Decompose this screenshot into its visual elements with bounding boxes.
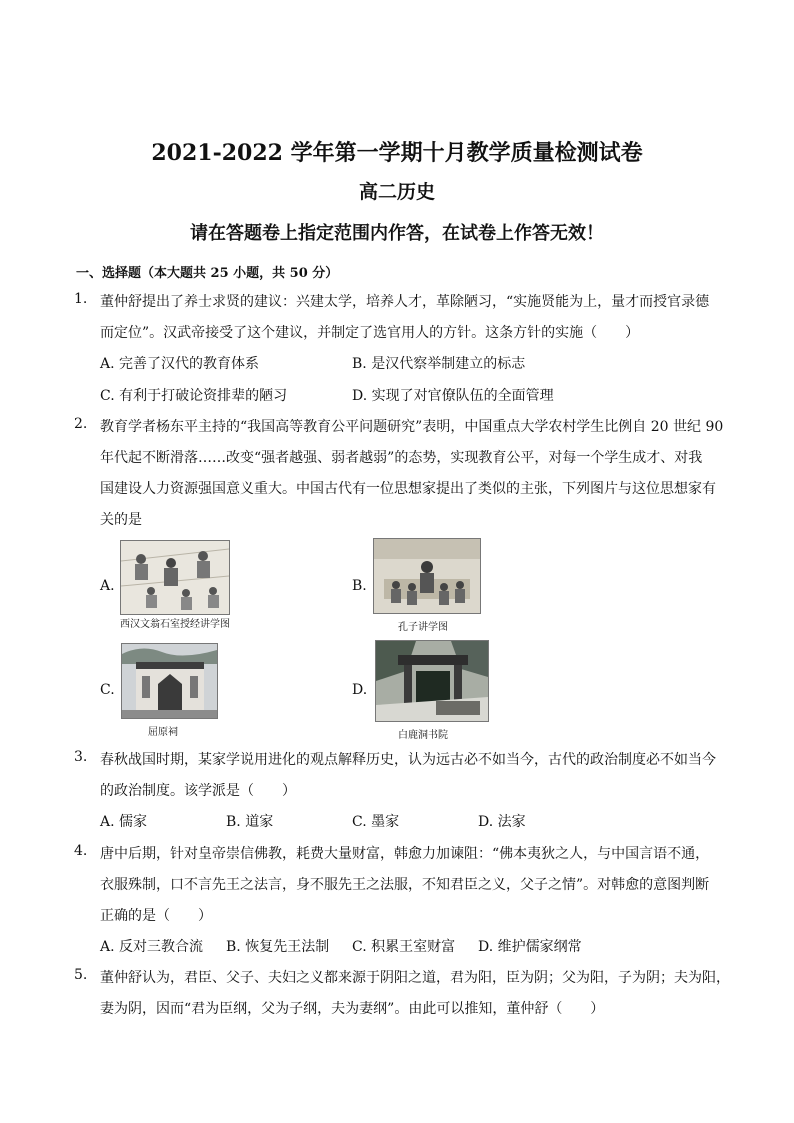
question-1-number: 1. — [74, 291, 88, 307]
question-4-line-3: 正确的是（ ） — [100, 908, 212, 924]
question-3-option-b[interactable]: B. 道家 — [226, 814, 274, 830]
question-1-option-c[interactable]: C. 有利于打破论资排辈的陋习 — [100, 388, 288, 404]
question-2-line-1: 教育学者杨东平主持的“我国高等教育公平问题研究”表明，中国重点大学农村学生比例自 20 世纪 90 — [100, 419, 724, 435]
question-5-line-2: 妻为阴，因而“君为臣纲，父为子纲，夫为妻纲”。由此可以推知，董仲舒（ ） — [100, 1001, 605, 1017]
bailudong-academy-image — [375, 640, 489, 722]
question-1-line-1: 董仲舒提出了养士求贤的建议：兴建太学，培养人才，革除陋习，“实施贤能为上，量才而授官录德 — [100, 294, 710, 310]
qu-yuan-temple-image — [121, 643, 218, 719]
confucius-lecture-image — [373, 538, 481, 614]
question-2-line-4: 关的是 — [100, 512, 142, 528]
question-4-option-b[interactable]: B. 恢复先王法制 — [226, 939, 330, 955]
question-3-line-2: 的政治制度。该学派是（ ） — [100, 783, 296, 799]
question-2-option-d[interactable]: D. — [352, 682, 368, 698]
caption-option-b: 孔子讲学图 — [398, 622, 448, 633]
question-4-option-a[interactable]: A. 反对三教合流 — [100, 939, 204, 955]
question-3-number: 3. — [74, 749, 88, 765]
question-2-option-b[interactable]: B. — [352, 578, 367, 594]
exam-title: 2021-2022 学年第一学期十月教学质量检测试卷 — [151, 140, 643, 166]
stone-room-lecture-image — [120, 540, 230, 615]
caption-option-a: 西汉文翁石室授经讲学图 — [120, 619, 230, 630]
question-2-option-c[interactable]: C. — [100, 682, 115, 698]
caption-option-d: 白鹿洞书院 — [398, 730, 448, 741]
question-1-option-d[interactable]: D. 实现了对官僚队伍的全面管理 — [352, 388, 554, 404]
question-5-line-1: 董仲舒认为，君臣、父子、夫妇之义都来源于阴阳之道，君为阳，臣为阴；父为阳，子为阴；夫为阳， — [100, 970, 730, 986]
question-2-number: 2. — [74, 416, 88, 432]
section-heading: 一、选择题（本大题共 25 小题，共 50 分） — [76, 266, 339, 281]
question-4-number: 4. — [74, 843, 88, 859]
caption-option-c: 屈原祠 — [148, 727, 178, 738]
question-3-line-1: 春秋战国时期，某家学说用进化的观点解释历史，认为远古必不如当今，古代的政治制度必不如当今 — [100, 752, 716, 768]
question-1-option-a[interactable]: A. 完善了汉代的教育体系 — [100, 356, 260, 372]
question-1-line-2: 而定位”。汉武帝接受了这个建议，并制定了选官用人的方针。这条方针的实施（ ） — [100, 325, 640, 341]
question-2-line-3: 国建设人力资源强国意义重大。中国古代有一位思想家提出了类似的主张，下列图片与这位思想家有 — [100, 481, 716, 497]
question-5-number: 5. — [74, 967, 88, 983]
question-4-option-c[interactable]: C. 积累王室财富 — [352, 939, 456, 955]
question-3-option-a[interactable]: A. 儒家 — [100, 814, 148, 830]
exam-subject: 高二历史 — [358, 181, 435, 203]
question-4-option-d[interactable]: D. 维护儒家纲常 — [478, 939, 582, 955]
question-1-option-b[interactable]: B. 是汉代察举制建立的标志 — [352, 356, 526, 372]
question-2-option-a[interactable]: A. — [100, 578, 115, 594]
question-4-line-2: 衣服殊制，口不言先王之法言，身不服先王之法服，不知君臣之义，父子之情”。对韩愈的意图判断 — [100, 877, 710, 893]
question-3-option-c[interactable]: C. 墨家 — [352, 814, 400, 830]
question-4-line-1: 唐中后期，针对皇帝崇信佛教，耗费大量财富，韩愈力加谏阻：“佛本夷狄之人，与中国言语不通， — [100, 846, 710, 862]
question-2-line-2: 年代起不断滑落……改变“强者越强、弱者越弱”的态势，实现教育公平，对每一个学生成才、对我 — [100, 450, 703, 466]
question-3-option-d[interactable]: D. 法家 — [478, 814, 526, 830]
exam-notice: 请在答题卷上指定范围内作答，在试卷上作答无效！ — [190, 223, 604, 244]
